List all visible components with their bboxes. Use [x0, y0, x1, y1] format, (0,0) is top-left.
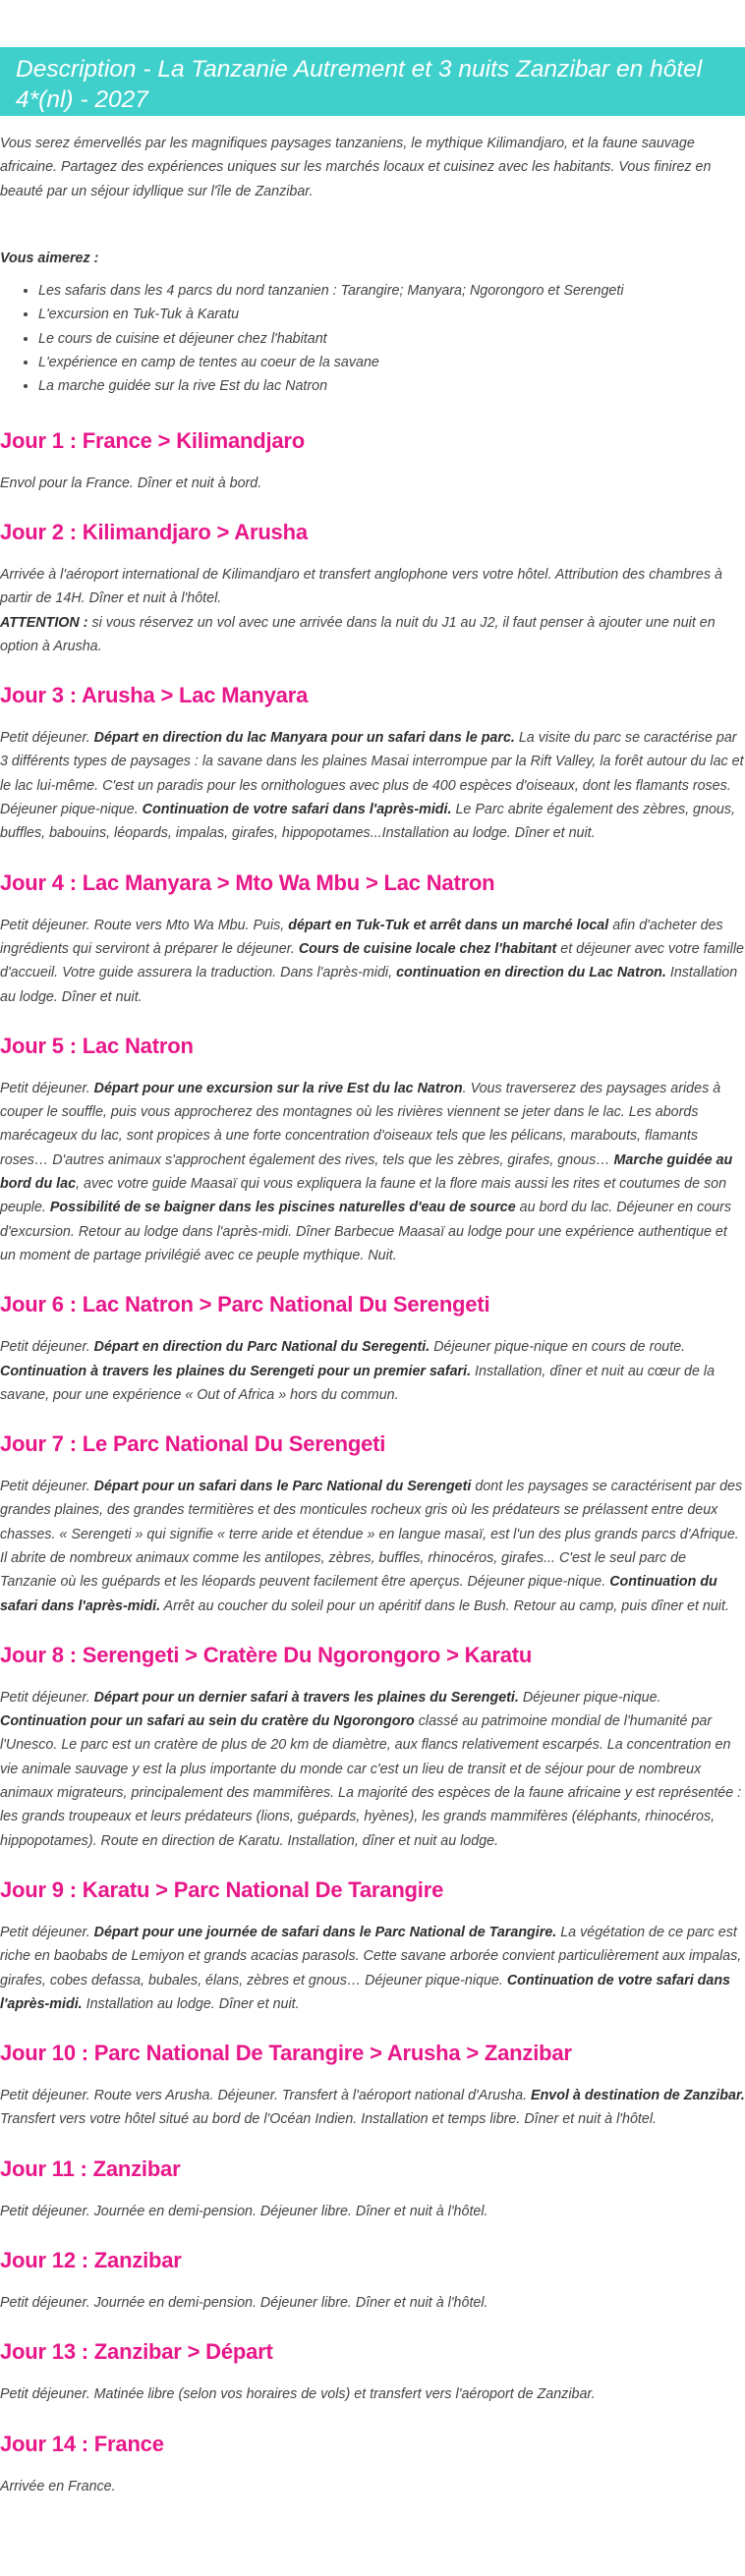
day-title: Jour 9 : Karatu > Parc National De Tarangire — [0, 1876, 444, 1902]
day-description — [0, 1077, 745, 1267]
body-text: Petit déjeuner. — [0, 730, 94, 747]
emphasis-text: Départ pour une journée de safari dans le Parc National de Tarangire. — [93, 1924, 557, 1940]
body-text: La végétation de ce parc est riche en baobabs de Lemiyon et grands acacias parasols. Cette savane arborée convient particulièrement aux impalas, girafes, cobes defassa, bubales, élans, zèbres et gnous… Déjeuner pique-nique. — [0, 1924, 742, 1988]
day-description — [0, 2475, 745, 2498]
emphasis-text: Continuation de votre safari dans l'après-midi. — [0, 1972, 731, 2012]
emphasis-text: Cours de cuisine locale chez l'habitant — [298, 940, 557, 957]
body-text: Petit déjeuner. — [0, 1080, 94, 1096]
body-text: Petit déjeuner. — [0, 1339, 94, 1356]
body-text: Déjeuner pique-nique. — [518, 1689, 661, 1706]
emphasis-text: départ en Tuk-Tuk et arrêt dans un marché local — [288, 917, 609, 933]
day-section — [0, 869, 745, 1009]
page — [0, 47, 745, 2498]
highlights-heading: Vous aimerez : — [0, 250, 99, 266]
body-text: Le Parc abrite également des zèbres, gnous, buffles, babouins, léopards, impalas, girafes, hippopotames...Installation au lodge. Dîner et nuit. — [0, 802, 735, 842]
day-section — [0, 682, 745, 845]
emphasis-text: Continuation du safari dans l'après-midi. — [0, 1574, 717, 1614]
body-text: Petit déjeuner. — [0, 1689, 94, 1706]
day-description — [0, 914, 745, 1009]
page-title: Description - La Tanzanie Autrement et 3 nuits Zanzibar en hôtel 4*(nl) - 2027 — [16, 56, 703, 113]
day-section — [0, 1430, 745, 1618]
day-title: Jour 13 : Zanzibar > Départ — [0, 2339, 273, 2365]
day-title: Jour 7 : Le Parc National Du Serengeti — [0, 1431, 386, 1457]
body-text: Petit déjeuner. — [0, 1479, 94, 1495]
day-section — [0, 2247, 745, 2315]
body-text: Petit déjeuner. Route vers Mto Wa Mbu. Puis, — [0, 917, 289, 933]
day-title: Jour 14 : France — [0, 2431, 164, 2456]
day-section — [0, 2431, 745, 2498]
body-text: . Vous traverserez des paysages arides à couper le souffle, puis vous approcherez des montagnes où les rivières viennent se jeter dans le lac. Les abords marécageux du lac, sont propices à une forte concentration d'oiseaux tels que les pélicans, marabouts, flamants roses… D'autres animaux s'approchent également des rives, tels que les zèbres, girafes, gnous… — [0, 1080, 721, 1168]
intro-paragraph: Vous serez émervellés par les magnifiques paysages tanzaniens, le mythique Kilimandjaro, et la faune sauvage africaine. Partagez des expériences uniques sur les marchés locaux et cuisinez avec les habitants. Vous finirez en beauté par un séjour idyllique sur l'île de Zanzibar. — [0, 136, 712, 199]
body-text: et déjeuner avec votre famille d'accueil. Votre guide assurera la traduction. Dans l'après-midi, — [0, 940, 744, 981]
emphasis-text: Départ pour un dernier safari à travers les plaines du Serengeti. — [93, 1689, 519, 1706]
day-description — [0, 2084, 745, 2132]
emphasis-text: Possibilité de se baigner dans les piscines naturelles d'eau de source — [49, 1200, 516, 1216]
day-description — [0, 1686, 745, 1853]
day-description — [0, 726, 745, 845]
emphasis-text: continuation en direction du Lac Natron. — [396, 965, 666, 981]
day-title: Jour 8 : Serengeti > Cratère Du Ngorongoro > Karatu — [0, 1642, 533, 1667]
list-item: • Les safaris dans les 4 parcs du nord tanzanien : Tarangire; Manyara; Ngorongoro et Serengeti — [38, 279, 745, 303]
day-title: Jour 12 : Zanzibar — [0, 2248, 182, 2273]
list-item: • Le cours de cuisine et déjeuner chez l'habitant — [38, 327, 745, 351]
day-section — [0, 2040, 745, 2132]
highlights-list — [0, 279, 745, 398]
body-text: , avec votre guide Maasaï qui vous expliquera la faune et la flore mais aussi les rites et coutumes de son peuple. — [0, 1176, 727, 1216]
day-description — [0, 1921, 745, 2016]
body-text: afin d'acheter des ingrédients qui serviront à préparer le déjeuner. — [0, 917, 723, 957]
day-description — [0, 1475, 745, 1618]
day-description — [0, 563, 745, 658]
emphasis-text: ATTENTION : — [0, 614, 88, 631]
emphasis-text: Marche guidée au bord du lac — [0, 1151, 733, 1193]
emphasis-text: Continuation à travers les plaines du Serengeti pour un premier safari. — [0, 1363, 472, 1379]
body-text: Arrêt au coucher du soleil pour un apéritif dans le Bush. Retour au camp, puis dîner et nuit. — [160, 1597, 729, 1614]
body-text: Petit déjeuner. Route vers Arusha. Déjeuner. Transfert à l'aéroport national d'Arusha. — [0, 2088, 532, 2104]
day-title: Jour 3 : Arusha > Lac Manyara — [0, 683, 309, 708]
day-title: Jour 4 : Lac Manyara > Mto Wa Mbu > Lac Natron — [0, 869, 495, 895]
day-section — [0, 2338, 745, 2406]
body-text: dont les paysages se caractérisent par des grandes plaines, des grandes termitières et des monticules rocheux gris où les prédateurs se prélassent entre deux chasses. « Serengeti » qui signifie « terre aride et étendue » en langue masaï, est l'un des plus grands parcs d'Afrique. Il abrite de nombreux animaux comme les antilopes, zèbres, buffles, rhinocéros, girafes... C'est le seul parc de Tanzanie où les guépards et les léopards peuvent facilement être aperçus. Déjeuner pique-nique. — [0, 1479, 743, 1591]
emphasis-text: Continuation pour un safari au sein du cratère du Ngorongoro — [0, 1713, 415, 1730]
emphasis-text: Envol à destination de Zanzibar. — [531, 2088, 745, 2104]
body-text: Déjeuner pique-nique en cours de route. — [430, 1339, 686, 1356]
main-content — [0, 132, 745, 2498]
body-text: Installation au lodge. Dîner et nuit. — [82, 1995, 300, 2012]
body-text: Petit déjeuner. Matinée libre (selon vos horaires de vols) et transfert vers l'aéroport de Zanzibar. — [0, 2386, 596, 2403]
title-banner — [0, 47, 745, 116]
body-text: Petit déjeuner. Journée en demi-pension. Déjeuner libre. Dîner et nuit à l'hôtel. — [0, 2203, 488, 2219]
day-description — [0, 2291, 745, 2315]
emphasis-text: Départ pour une excursion sur la rive Est du lac Natron — [93, 1080, 463, 1096]
day-title: Jour 1 : France > Kilimandjaro — [0, 427, 306, 453]
body-text: Installation au lodge. Dîner et nuit. — [0, 965, 738, 1005]
emphasis-text: Départ en direction du Parc National du Seregenti. — [93, 1339, 430, 1356]
day-section — [0, 519, 745, 658]
day-title: Jour 11 : Zanzibar — [0, 2156, 181, 2181]
day-title: Jour 2 : Kilimandjaro > Arusha — [0, 519, 308, 544]
body-text: au bord du lac. Déjeuner en cours d'excursion. Retour au lodge dans l'après-midi. Dîner Barbecue Maasaï au lodge pour une expérience authentique et un moment de partage privilégié avec ce peuple mythique. Nuit. — [0, 1200, 732, 1263]
body-text: Arrivée à l'aéroport international de Kilimandjaro et transfert anglophone vers votre hôtel. Attribution des chambres à partir de 14H. Dîner et nuit à l'hôtel. — [0, 566, 722, 607]
body-text: La visite du parc se caractérise par 3 différents types de paysages : la savane dans les plaines Masai interrompue par la Rift Valley, la forêt autour du lac et le lac lui-même. C'est un paradis pour les ornithologues avec plus de 400 espèces d'oiseaux, dont les flamants roses. Déjeuner pique-nique. — [0, 730, 744, 818]
body-text: Installation, dîner et nuit au cœur de la savane, pour une expérience « Out of Africa » hors du commun. — [0, 1363, 716, 1403]
list-item: • L'expérience en camp de tentes au coeur de la savane — [38, 351, 745, 374]
body-text: Petit déjeuner. — [0, 1924, 94, 1940]
day-section — [0, 427, 745, 495]
day-section — [0, 2156, 745, 2223]
day-title: Jour 10 : Parc National De Tarangire > Arusha > Zanzibar — [0, 2041, 572, 2066]
day-section — [0, 1291, 745, 1407]
day-title: Jour 6 : Lac Natron > Parc National Du Serengeti — [0, 1292, 490, 1317]
body-text: Envol pour la France. Dîner et nuit à bord. — [0, 475, 262, 491]
body-text: classé au patrimoine mondial de l'humanité par l'Unesco. Le parc est un cratère de plus de 20 km de diamètre, aux flancs relativement escarpés. La concentration en vie animale sauvage y est la plus importante du monde car c'est un lieu de transit et de séjour pour de nombreux animaux migrateurs, principalement des mammifères. La majorité des espèces de la faune africaine y est représentée : les grands troupeaux et leurs prédateurs (lions, guépards, hyènes), les grands mammifères (éléphants, rhinocéros, hippopotames). Route en direction de Karatu. Installation, dîner et nuit au lodge. — [0, 1713, 742, 1849]
day-title: Jour 5 : Lac Natron — [0, 1033, 194, 1058]
list-item: • La marche guidée sur la rive Est du lac Natron — [38, 374, 745, 398]
day-section — [0, 1876, 745, 2016]
body-text: Arrivée en France. — [0, 2478, 116, 2494]
day-section — [0, 1642, 745, 1853]
day-description — [0, 1335, 745, 1407]
emphasis-text: Départ en direction du lac Manyara pour un safari dans le parc. — [93, 730, 515, 747]
day-description — [0, 2382, 745, 2406]
day-description — [0, 2200, 745, 2223]
itinerary — [0, 427, 745, 2498]
day-description — [0, 472, 745, 495]
emphasis-text: Départ pour un safari dans le Parc National du Serengeti — [93, 1479, 472, 1495]
body-text: Petit déjeuner. Journée en demi-pension. Déjeuner libre. Dîner et nuit à l'hôtel. — [0, 2295, 488, 2312]
day-section — [0, 1033, 745, 1267]
emphasis-text: Continuation de votre safari dans l'après-midi. — [142, 802, 452, 818]
list-item: • L'excursion en Tuk-Tuk à Karatu — [38, 303, 745, 326]
body-text: si vous réservez un vol avec une arrivée dans la nuit du J1 au J2, il faut penser à ajouter une nuit en option à Arusha. — [0, 614, 716, 654]
body-text: Transfert vers votre hôtel situé au bord de l'Océan Indien. Installation et temps libre. Dîner et nuit à l'hôtel. — [0, 2111, 657, 2128]
